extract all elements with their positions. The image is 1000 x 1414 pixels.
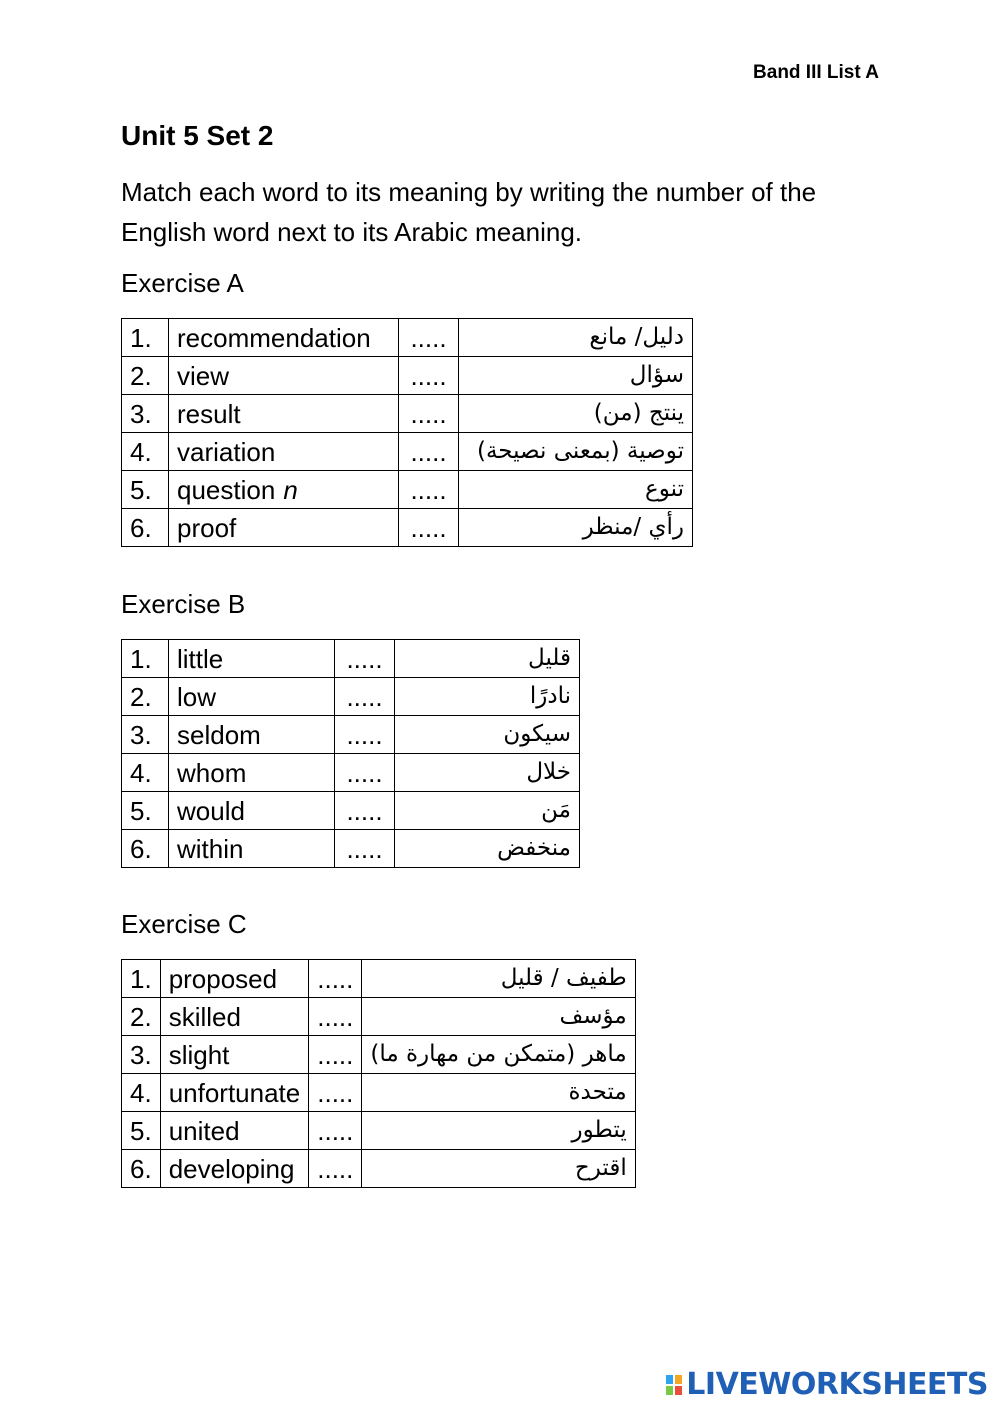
arabic-meaning: اقترح [362, 1150, 635, 1188]
english-word: question [177, 474, 276, 505]
english-word: little [177, 643, 224, 674]
arabic-meaning: سؤال [459, 357, 693, 395]
arabic-meaning: رأي /منظر [459, 509, 693, 547]
english-word: low [177, 681, 217, 712]
english-word-cell [169, 433, 399, 471]
page-title: Unit 5 Set 2 [121, 120, 274, 151]
arabic-meaning: طفيف / قليل [362, 960, 635, 998]
english-word: result [177, 398, 241, 429]
table-row [122, 792, 580, 830]
table-row [122, 716, 580, 754]
table-row [122, 678, 580, 716]
table-row [122, 471, 693, 509]
row-number: 3. [122, 395, 169, 433]
table-row [122, 830, 580, 868]
table-row [122, 1150, 636, 1188]
arabic-meaning: تنوع [459, 471, 693, 509]
row-number: 5. [122, 792, 169, 830]
answer-blank[interactable]: ..... [335, 754, 395, 792]
english-word-cell [160, 1036, 309, 1074]
logo-square [666, 1386, 673, 1395]
table-row [122, 960, 636, 998]
arabic-meaning: دليل/ مانع [459, 319, 693, 357]
table-row [122, 319, 693, 357]
english-word: united [168, 1115, 240, 1146]
arabic-meaning: منخفض [395, 830, 580, 868]
arabic-meaning: ينتج (من) [459, 395, 693, 433]
row-number: 6. [122, 509, 169, 547]
arabic-meaning: سيكون [395, 716, 580, 754]
row-number: 6. [122, 1150, 161, 1188]
answer-blank[interactable]: ..... [335, 792, 395, 830]
row-number: 2. [122, 357, 169, 395]
answer-blank[interactable]: ..... [335, 830, 395, 868]
row-number: 1. [122, 960, 161, 998]
answer-blank[interactable]: ..... [335, 716, 395, 754]
row-number: 1. [122, 640, 169, 678]
row-number: 1. [122, 319, 169, 357]
english-word: developing [168, 1153, 295, 1184]
row-number: 4. [122, 433, 169, 471]
table-row [122, 640, 580, 678]
answer-blank[interactable]: ..... [399, 395, 459, 433]
table-row [122, 1036, 636, 1074]
exercise-b-label: Exercise B [121, 589, 246, 619]
row-number: 4. [122, 754, 169, 792]
english-word-cell [160, 1074, 309, 1112]
answer-blank[interactable]: ..... [309, 998, 362, 1036]
row-number: 3. [122, 1036, 161, 1074]
answer-blank[interactable]: ..... [399, 509, 459, 547]
english-word-cell [169, 754, 335, 792]
english-word: within [177, 833, 244, 864]
english-word-cell [169, 678, 335, 716]
answer-blank[interactable]: ..... [399, 319, 459, 357]
english-word-cell [169, 319, 399, 357]
table-row [122, 1112, 636, 1150]
answer-blank[interactable]: ..... [335, 640, 395, 678]
english-word-cell [160, 998, 309, 1036]
exercise-a-label: Exercise A [121, 268, 244, 298]
row-number: 5. [122, 471, 169, 509]
logo-square [666, 1375, 673, 1384]
liveworksheets-logo [666, 1367, 988, 1402]
english-word-cell [169, 357, 399, 395]
english-word: variation [177, 436, 276, 467]
row-number: 4. [122, 1074, 161, 1112]
arabic-meaning: متحدة [362, 1074, 635, 1112]
table-row [122, 998, 636, 1036]
english-word-cell [160, 1112, 309, 1150]
answer-blank[interactable]: ..... [335, 678, 395, 716]
answer-blank[interactable]: ..... [309, 1036, 362, 1074]
english-word-cell [169, 471, 399, 509]
exercise-a-table [121, 318, 693, 547]
table-row [122, 1074, 636, 1112]
english-word: would [177, 795, 245, 826]
row-number: 3. [122, 716, 169, 754]
answer-blank[interactable]: ..... [399, 433, 459, 471]
table-row [122, 754, 580, 792]
english-word: proof [177, 512, 237, 543]
arabic-meaning: خلال [395, 754, 580, 792]
english-word: recommendation [177, 322, 371, 353]
row-number: 6. [122, 830, 169, 868]
answer-blank[interactable]: ..... [399, 471, 459, 509]
arabic-meaning: مؤسف [362, 998, 635, 1036]
arabic-meaning: نادرًا [395, 678, 580, 716]
part-of-speech: n [283, 474, 298, 505]
table-row [122, 509, 693, 547]
english-word-cell [169, 395, 399, 433]
arabic-meaning: يتطور [362, 1112, 635, 1150]
logo-square [675, 1386, 682, 1395]
english-word-cell [169, 716, 335, 754]
english-word-cell [160, 960, 309, 998]
arabic-meaning: مَن [395, 792, 580, 830]
answer-blank[interactable]: ..... [309, 960, 362, 998]
liveworksheets-logo-icon [666, 1375, 682, 1395]
english-word: view [177, 360, 230, 391]
english-word: slight [168, 1039, 230, 1070]
english-word-cell [160, 1150, 309, 1188]
answer-blank[interactable]: ..... [399, 357, 459, 395]
english-word: proposed [168, 963, 278, 994]
arabic-meaning: ماهر (متمكن من مهارة ما) [362, 1036, 635, 1074]
answer-blank[interactable]: ..... [309, 1074, 362, 1112]
answer-blank[interactable]: ..... [309, 1150, 362, 1188]
arabic-meaning: قليل [395, 640, 580, 678]
row-number: 2. [122, 678, 169, 716]
english-word: skilled [168, 1001, 241, 1032]
exercise-c-label: Exercise C [121, 909, 247, 939]
english-word-cell [169, 640, 335, 678]
english-word-cell [169, 509, 399, 547]
table-row [122, 395, 693, 433]
logo-square [675, 1375, 682, 1384]
english-word: whom [177, 757, 247, 788]
row-number: 2. [122, 998, 161, 1036]
row-number: 5. [122, 1112, 161, 1150]
table-row [122, 433, 693, 471]
table-row [122, 357, 693, 395]
english-word-cell [169, 792, 335, 830]
exercise-b-table [121, 639, 580, 868]
english-word-cell [169, 830, 335, 868]
answer-blank[interactable]: ..... [309, 1112, 362, 1150]
band-label: Band III List A [753, 62, 879, 83]
logo-text: LIVEWORKSHEETS [686, 1367, 988, 1402]
arabic-meaning: توصية (بمعنى نصيحة) [459, 433, 693, 471]
english-word: unfortunate [168, 1077, 301, 1108]
exercise-c-table [121, 959, 636, 1188]
english-word: seldom [177, 719, 261, 750]
instructions-text: Match each word to its meaning by writing the number of the English word next to its Arabic meaning. [121, 177, 817, 247]
